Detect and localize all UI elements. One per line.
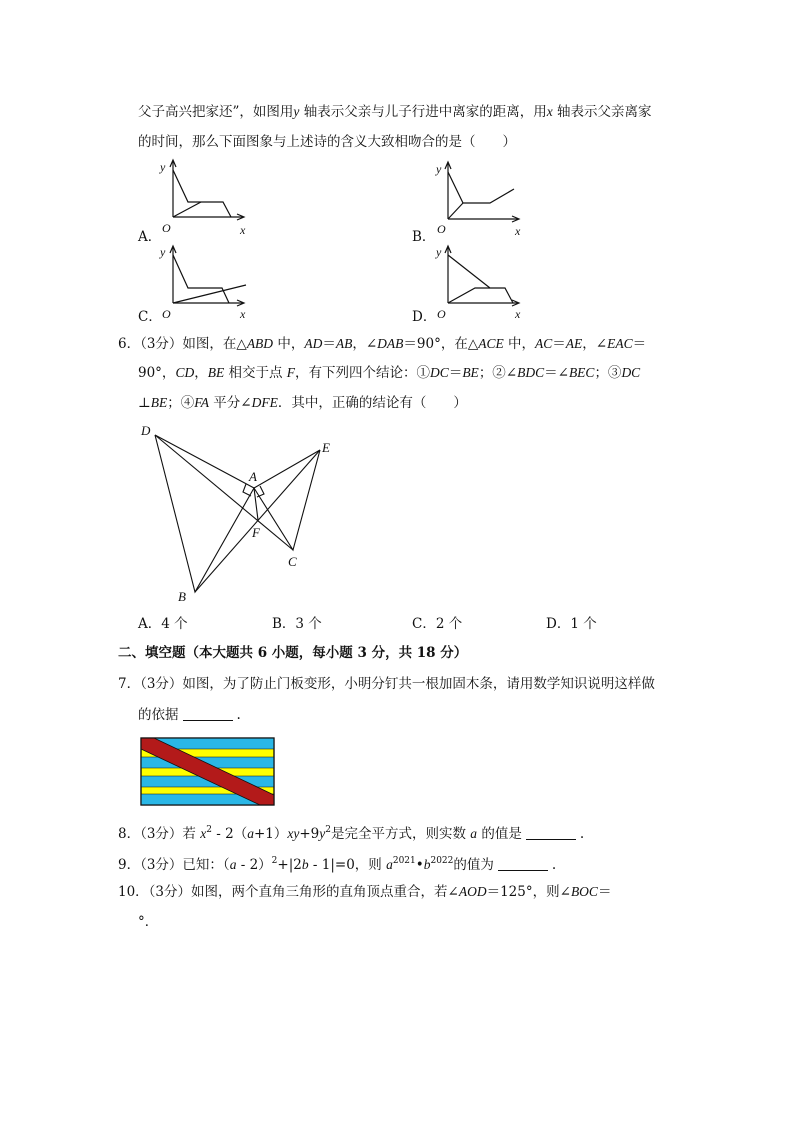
q5-line1: 父子高兴把家还”，如图用y 轴表示父亲与儿子行进中离家的距离，用x 轴表示父亲离家	[138, 104, 652, 120]
q10-line2: °．	[138, 914, 159, 930]
q10-line1: 10．（3分）如图，两个直角三角形的直角顶点重合，若∠AOD＝125°，则∠BOC＝	[118, 884, 612, 900]
q6-line2: 90°，CD，BE 相交于点 F，有下列四个结论：①DC＝BE；②∠BDC＝∠BEC；③DC	[138, 365, 641, 381]
q5-option-c: C．	[138, 309, 162, 325]
point-a-label: A	[249, 469, 257, 484]
q5-option-d: D．	[412, 309, 437, 325]
graph-d-origin-label: O	[437, 307, 446, 321]
graph-c-x-label: x	[240, 307, 246, 321]
q6-option-d: D．1 个	[546, 616, 597, 632]
q5-option-b: B．	[412, 229, 436, 245]
graph-c	[159, 245, 246, 321]
q9-line: 9．（3分）已知：（a - 2）$^2$+|2b - 1|=0，则 $a^{2021}•b^{2022}$的值为 .	[118, 856, 557, 873]
q7-line2: 的依据 .	[138, 707, 241, 723]
graph-a-x-label: x	[240, 223, 246, 237]
q6-option-b: B．3 个	[272, 616, 322, 632]
graph-b-y-label: y	[436, 162, 442, 176]
q7-door-figure	[140, 737, 275, 807]
point-b-label: B	[178, 589, 186, 604]
graph-a	[159, 160, 246, 237]
q6-line1: 6．（3分）如图，在△ABD 中，AD＝AB，∠DAB＝90°，在△ACE 中，AC＝AE，∠EAC＝	[118, 336, 647, 352]
graph-a-y-label: y	[160, 160, 166, 174]
point-c-label: C	[288, 554, 297, 569]
point-f-label: F	[252, 525, 260, 540]
section-2-title: 二、填空题（本大题共 6 小题，每小题 3 分，共 18 分）	[118, 645, 468, 661]
graph-b-origin-label: O	[437, 222, 446, 236]
q6-option-c: C．2 个	[412, 616, 463, 632]
q9-answer-blank[interactable]	[498, 857, 548, 871]
q6-figure	[0, 420, 794, 605]
point-d-label: D	[141, 423, 151, 438]
graph-c-origin-label: O	[162, 307, 171, 321]
graph-d-x-label: x	[515, 307, 521, 321]
q8-line: 8．（3分）若 $x^2 - 2(a+1)xy+9y^2$是完全平方式，则实数 a 的值是 .	[118, 825, 585, 842]
q7-line1: 7．（3分）如图，为了防止门板变形，小明分钉共一根加固木条，请用数学知识说明这样做	[118, 676, 655, 692]
q8-answer-blank[interactable]	[526, 826, 576, 840]
point-e-label: E	[322, 440, 330, 455]
q5-graphs	[0, 155, 794, 325]
graph-d-y-label: y	[436, 245, 442, 259]
graph-d	[435, 245, 521, 321]
q5-line2: 的时间，那么下面图象与上述诗的含义大致相吻合的是（ ）	[138, 134, 516, 150]
graph-b-x-label: x	[515, 224, 521, 238]
q6-line3: ⊥BE；④FA 平分∠DFE．其中，正确的结论有（ ）	[138, 395, 467, 411]
graph-c-y-label: y	[160, 245, 166, 259]
q7-answer-blank[interactable]	[183, 707, 233, 721]
q6-option-a: A．4 个	[138, 616, 188, 632]
graph-b	[435, 162, 521, 238]
q5-option-a: A．	[138, 229, 162, 245]
graph-a-origin-label: O	[162, 221, 171, 235]
